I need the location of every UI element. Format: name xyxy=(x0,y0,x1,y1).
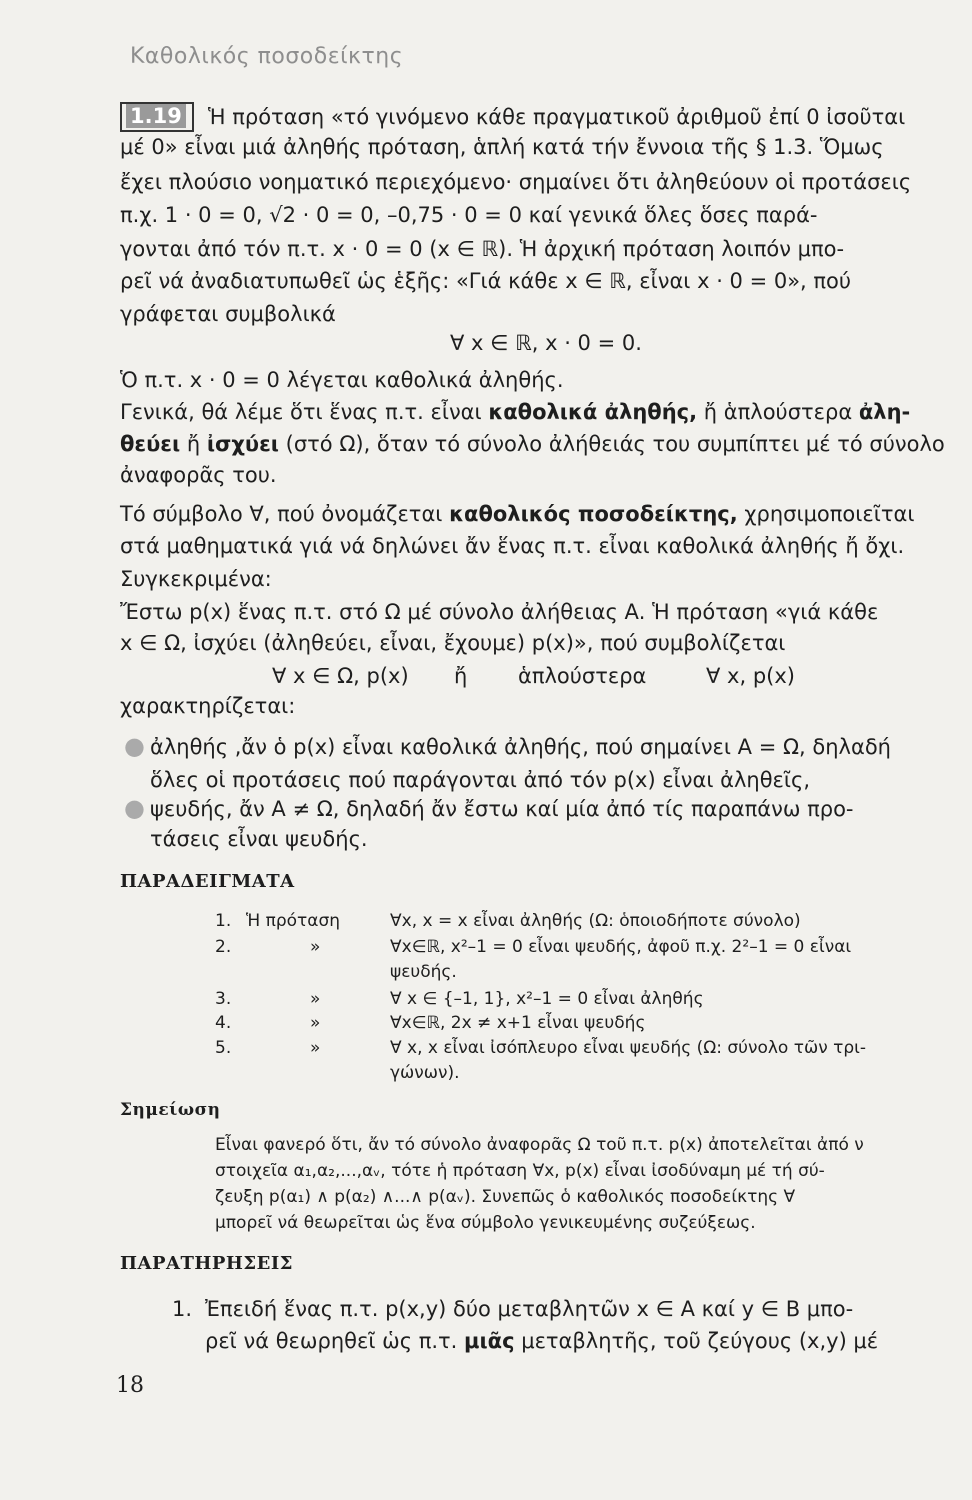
example-number: 2. xyxy=(215,937,232,957)
paragraph-line: Ὁ π.τ. x · 0 = 0 λέγεται καθολικά ἀληθής. xyxy=(120,368,564,392)
example-text: ∀x, x = x εἶναι ἀληθής (Ω: ὁποιοδήποτε σύνολο) xyxy=(390,911,801,931)
example-number: 1. xyxy=(215,911,232,931)
bullet-false-line: ψευδής, ἄν Α ≠ Ω, δηλαδή ἄν ἔστω καί μία ἀπό τίς παραπάνω προ- xyxy=(150,797,854,821)
paragraph-line: Τό σύμβολο ∀, πού ὀνομάζεται καθολικός ποσοδείκτης, χρησιμοποιεῖται xyxy=(120,502,915,526)
example-text-cont: γώνων). xyxy=(390,1063,460,1083)
examples-heading: ΠΑΡΑΔΕΙΓΜΑΤΑ xyxy=(120,871,295,892)
example-text: ∀ x ∈ {–1, 1}, x²–1 = 0 εἶναι ἀληθής xyxy=(390,989,704,1009)
bullet-true-line: ὅλες οἱ προτάσεις πού παράγονται ἀπό τόν p(x) εἶναι ἀληθεῖς, xyxy=(150,768,811,792)
example-lead: » xyxy=(310,1013,321,1033)
formula-left: ∀ x ∈ Ω, p(x) xyxy=(272,664,409,688)
paragraph-line: χαρακτηρίζεται: xyxy=(120,694,296,718)
term-universally-true: καθολικά ἀληθής, xyxy=(488,400,698,424)
example-text: ∀x∈ℝ, x²–1 = 0 εἶναι ψευδής, ἀφοῦ π.χ. 2²–1 = 0 εἶναι xyxy=(390,937,852,957)
paragraph-line: Ἡ πρόταση «τό γινόμενο κάθε πραγματικοῦ ἀριθμοῦ ἐπί 0 ἰσοῦται xyxy=(208,105,906,129)
note-line: μπορεῖ νά θεωρεῖται ὡς ἕνα σύμβολο γενικευμένης συζεύξεως. xyxy=(215,1213,756,1233)
formula-simpler: ἁπλούστερα xyxy=(518,664,647,688)
paragraph-line: ρεῖ νά ἀναδιατυπωθεῖ ὡς ἑξῆς: «Γιά κάθε x ∈ ℝ, εἶναι x · 0 = 0», πού xyxy=(120,269,852,293)
note-line: Εἶναι φανερό ὅτι, ἄν τό σύνολο ἀναφορᾶς Ω τοῦ π.τ. p(x) ἀποτελεῖται ἀπό ν xyxy=(215,1135,864,1155)
page-number: 18 xyxy=(116,1373,144,1398)
example-lead: » xyxy=(310,989,321,1009)
paragraph-line: π.χ. 1 · 0 = 0, √2 · 0 = 0, –0,75 · 0 = 0 καί γενικά ὅλες ὅσες παρά- xyxy=(120,203,818,227)
section-number: 1.19 xyxy=(126,104,186,128)
paragraph-line: Γενικά, θά λέμε ὅτι ἕνας π.τ. εἶναι καθολικά ἀληθής, ἤ ἁπλούστερα ἀλη- xyxy=(120,400,911,424)
paragraph-line: γονται ἀπό τόν π.τ. x · 0 = 0 (x ∈ ℝ). Ἡ ἀρχική πρόταση λοιπόν μπο- xyxy=(120,237,845,261)
paragraph-line: Συγκεκριμένα: xyxy=(120,567,272,591)
example-lead: Ἡ πρόταση xyxy=(246,911,341,931)
remark-line: ρεῖ νά θεωρηθεῖ ὡς π.τ. μιᾶς μεταβλητῆς, τοῦ ζεύγους (x,y) μέ xyxy=(205,1329,879,1353)
remark-line: Ἐπειδή ἕνας π.τ. p(x,y) δύο μεταβλητῶν x ∈ Α καί y ∈ Β μπο- xyxy=(205,1297,854,1321)
running-head: Καθολικός ποσοδείκτης xyxy=(130,44,404,69)
example-number: 4. xyxy=(215,1013,232,1033)
note-line: στοιχεῖα α₁,α₂,...,αᵥ, τότε ἡ πρόταση ∀x, p(x) εἶναι ἰσοδύναμη μέ τή σύ- xyxy=(215,1161,825,1181)
paragraph-line: θεύει ἤ ἰσχύει (στό Ω), ὅταν τό σύνολο ἀλήθειάς του συμπίπτει μέ τό σύνολο xyxy=(120,432,945,456)
paragraph-line: ἔχει πλούσιο νοηματικό περιεχόμενο· σημαίνει ὅτι ἀληθεύουν οἱ προτάσεις xyxy=(120,170,912,194)
paragraph-line: στά μαθηματικά γιά νά δηλώνει ἄν ἕνας π.τ. εἶναι καθολικά ἀληθής ἤ ὄχι. xyxy=(120,534,905,558)
formula-or: ἤ xyxy=(454,664,468,688)
note-line: ζευξη p(α₁) ∧ p(α₂) ∧...∧ p(αᵥ). Συνεπῶς ὁ καθολικός ποσοδείκτης ∀ xyxy=(215,1187,796,1207)
term-holds: ἰσχύει xyxy=(206,432,279,456)
paragraph-line: γράφεται συμβολικά xyxy=(120,302,336,326)
example-lead: » xyxy=(310,1038,321,1058)
bullet-icon: ● xyxy=(124,794,145,822)
term-universal-quantifier: καθολικός ποσοδείκτης, xyxy=(449,502,738,526)
formula-right: ∀ x, p(x) xyxy=(706,664,795,688)
example-number: 5. xyxy=(215,1038,232,1058)
note-heading: Σημείωση xyxy=(120,1100,221,1120)
example-text: ∀x∈ℝ, 2x ≠ x+1 εἶναι ψευδής xyxy=(390,1013,646,1033)
remarks-heading: ΠΑΡΑΤΗΡΗΣΕΙΣ xyxy=(120,1253,294,1274)
paragraph-line: μέ 0» εἶναι μιά ἀληθής πρόταση, ἁπλή κατά τήν ἔννοια τῆς § 1.3. Ὅμως xyxy=(120,135,884,159)
remark-number: 1. xyxy=(172,1297,193,1321)
formula-universal-zero: ∀ x ∈ ℝ, x · 0 = 0. xyxy=(450,331,642,355)
example-number: 3. xyxy=(215,989,232,1009)
bullet-icon: ● xyxy=(124,732,145,760)
example-lead: » xyxy=(310,937,321,957)
example-text: ∀ x, x εἶναι ἰσόπλευρο εἶναι ψευδής (Ω: σύνολο τῶν τρι- xyxy=(390,1038,867,1058)
bullet-true-line: ἀληθής ,ἄν ὁ p(x) εἶναι καθολικά ἀληθής, πού σημαίνει Α = Ω, δηλαδή xyxy=(150,735,891,759)
paragraph-line: Ἔστω p(x) ἕνας π.τ. στό Ω μέ σύνολο ἀλήθειας Α. Ἡ πρόταση «γιά κάθε xyxy=(120,600,879,624)
paragraph-line: ἀναφορᾶς του. xyxy=(120,463,277,487)
paragraph-line: x ∈ Ω, ἰσχύει (ἀληθεύει, εἶναι, ἔχουμε) p(x)», πού συμβολίζεται xyxy=(120,631,786,655)
bullet-false-line: τάσεις εἶναι ψευδής. xyxy=(150,827,368,851)
example-text-cont: ψευδής. xyxy=(390,962,457,982)
